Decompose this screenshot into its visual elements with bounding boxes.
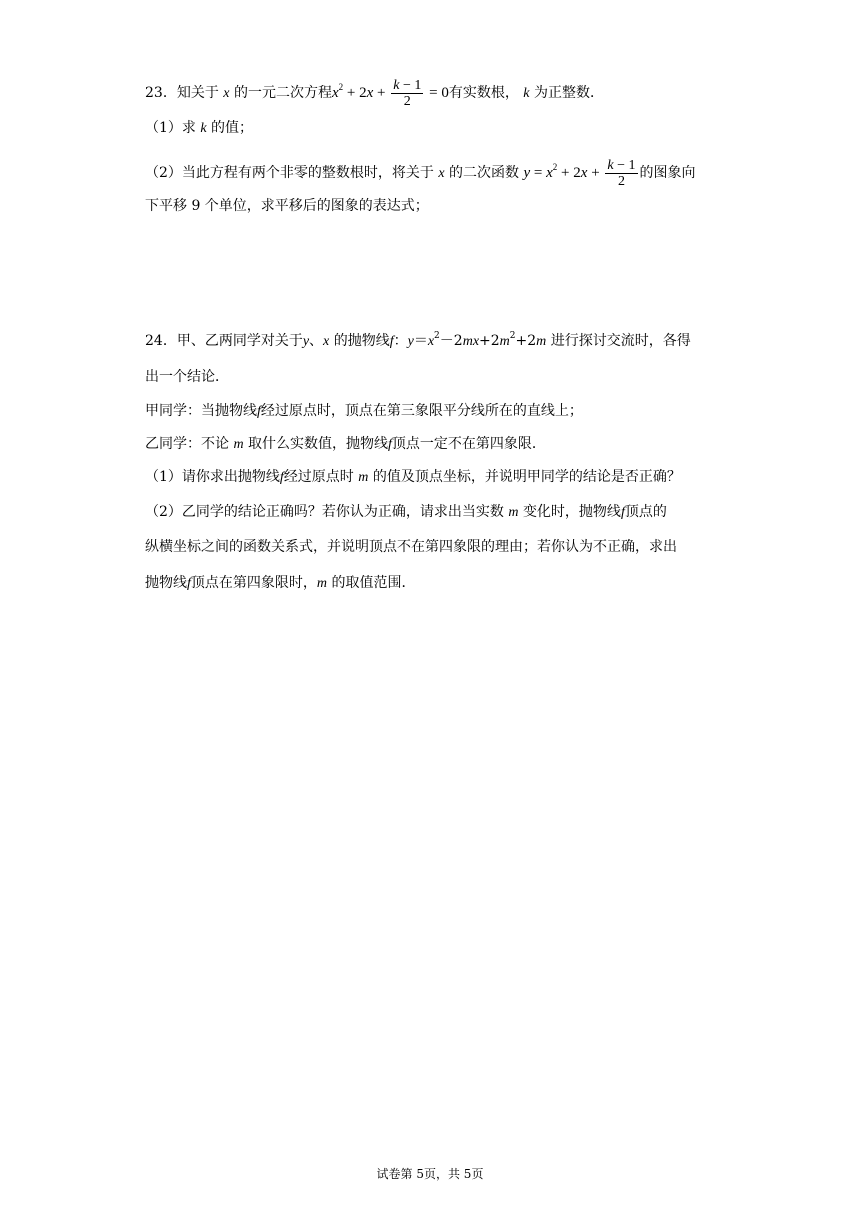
q24-stem: 24．甲、乙两同学对关于y、x 的抛物线f：$y=x^2-2mx+2m^2+2m$ 进行探讨交流时，各得 bbox=[145, 331, 691, 349]
q24-student-a: 甲同学：当抛物线f经过原点时，顶点在第三象限平分线所在的直线上； bbox=[145, 403, 583, 419]
q24-stem-line2: 出一个结论． bbox=[145, 369, 229, 385]
q24-part2-line2: 纵横坐标之间的函数关系式，并说明顶点不在第四象限的理由；若你认为不正确，求出 bbox=[145, 539, 677, 555]
q23-function: $y = x^2 + 2x$ + $\frac{k - 1}{2}$ bbox=[523, 158, 636, 189]
q24-part2: （2）乙同学的结论正确吗？若你认为正确，请求出当实数 m 变化时，抛物线f顶点的 bbox=[145, 504, 667, 520]
q23-part2: （2）当此方程有两个非零的整数根时，将关于 x 的二次函数 $y = x^2 + 2x$ + $\frac{k - 1}{2}$ 的图象向 bbox=[145, 158, 696, 189]
q23-function-fraction: $\frac{k - 1}{2}$ bbox=[607, 158, 636, 189]
q24-student-b: 乙同学：不论 m 取什么实数值，抛物线f顶点一定不在第四象限． bbox=[145, 436, 546, 452]
q24-part2-line3: 抛物线f顶点在第四象限时，m 的取值范围． bbox=[145, 575, 416, 591]
q23-equation: $x^2 + 2x$ + $\frac{k - 1}{2}$ = 0 bbox=[331, 78, 449, 109]
page-footer: 试卷第 5页，共 5页 bbox=[376, 1167, 484, 1181]
q24-part1: （1）请你求出抛物线f经过原点时 m 的值及顶点坐标，并说明甲同学的结论是否正确？ bbox=[145, 469, 681, 485]
q23-stem: 23．知关于 x 的一元二次方程$x^2 + 2x$ + $\frac{k - 1}{2}$ = 0有实数根， k 为正整数． bbox=[145, 78, 604, 109]
q23-part1: （1）求 k 的值； bbox=[145, 120, 254, 136]
q23-number: 23． bbox=[145, 84, 177, 101]
q23-fraction: $\frac{k - 1}{2}$ bbox=[393, 78, 422, 109]
q23-part2-line2: 下平移 9 个单位，求平移后的图象的表达式； bbox=[145, 198, 429, 214]
